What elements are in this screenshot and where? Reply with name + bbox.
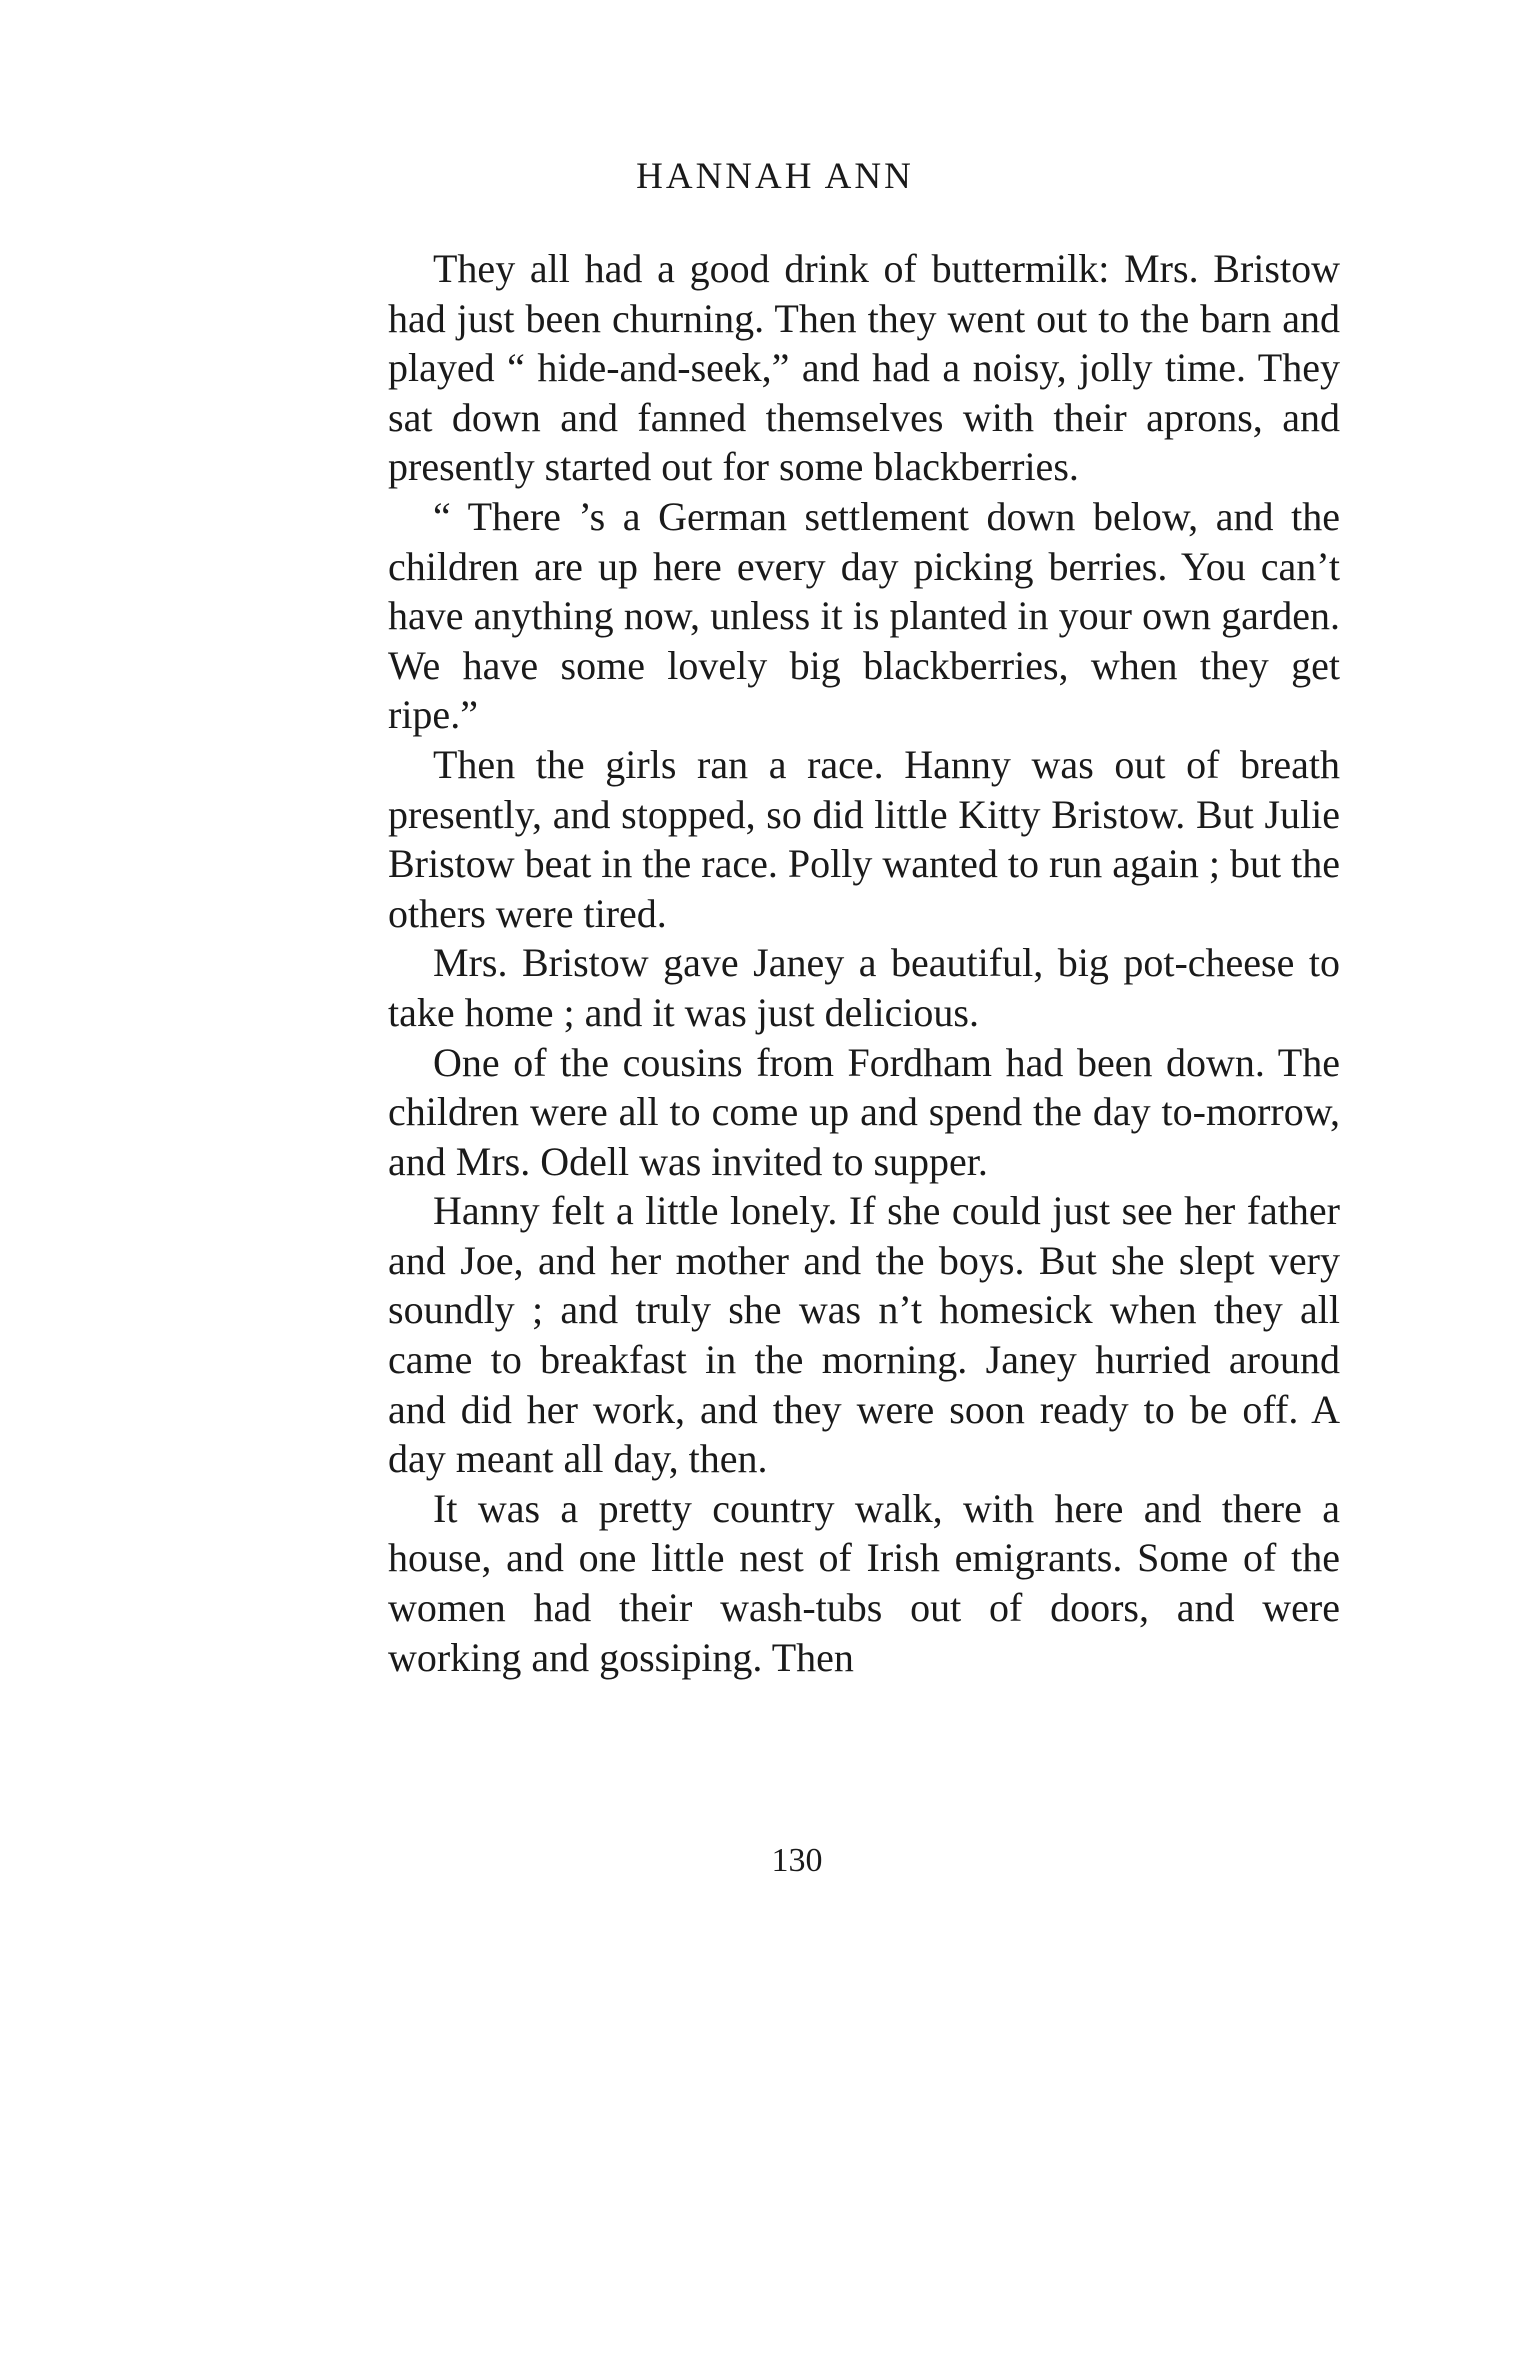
paragraph: One of the cousins from Fordham had been down. The children were all to come up and spend the day to-morrow, and Mrs. Odell was invited to supper. <box>388 1039 1340 1184</box>
paragraph: They all had a good drink of buttermilk: Mrs. Bristow had just been churning. Then they went out to the barn and played “ hide-and-seek,” and had a noisy, jolly time. They sat down and fanned themselves with their aprons, and presently started out for some blackberries. <box>388 246 1340 490</box>
paragraph: Mrs. Bristow gave Janey a beautiful, big pot-cheese to take home ; and it was just delicious. <box>388 940 1340 1035</box>
paragraph: Then the girls ran a race. Hanny was out of breath presently, and stopped, so did little Kitty Bristow. But Julie Bristow beat in the race. Polly wanted to run again ; but the others were tired. <box>388 741 1340 936</box>
page-number: 130 <box>771 1842 823 1879</box>
paragraph: Hanny felt a little lonely. If she could just see her father and Joe, and her mother and the boys. But she slept very soundly ; and truly she was n’t homesick when they all came to breakfast in the morning. Janey hurried around and did her work, and they were soon ready to be off. A day meant all day, then. <box>388 1188 1340 1482</box>
running-head: HANNAH ANN <box>636 156 914 197</box>
paragraph: “ There ’s a German settlement down below, and the children are up here every day picking berries. You can’t have anything now, unless it is planted in your own garden. We have some lovely big blackberries, when they get ripe.” <box>388 493 1340 738</box>
paragraph: It was a pretty country walk, with here and there a house, and one little nest of Irish emigrants. Some of the women had their wash-tubs out of doors, and were working and gossiping. Then <box>388 1485 1340 1680</box>
body-text <box>388 244 1340 1682</box>
